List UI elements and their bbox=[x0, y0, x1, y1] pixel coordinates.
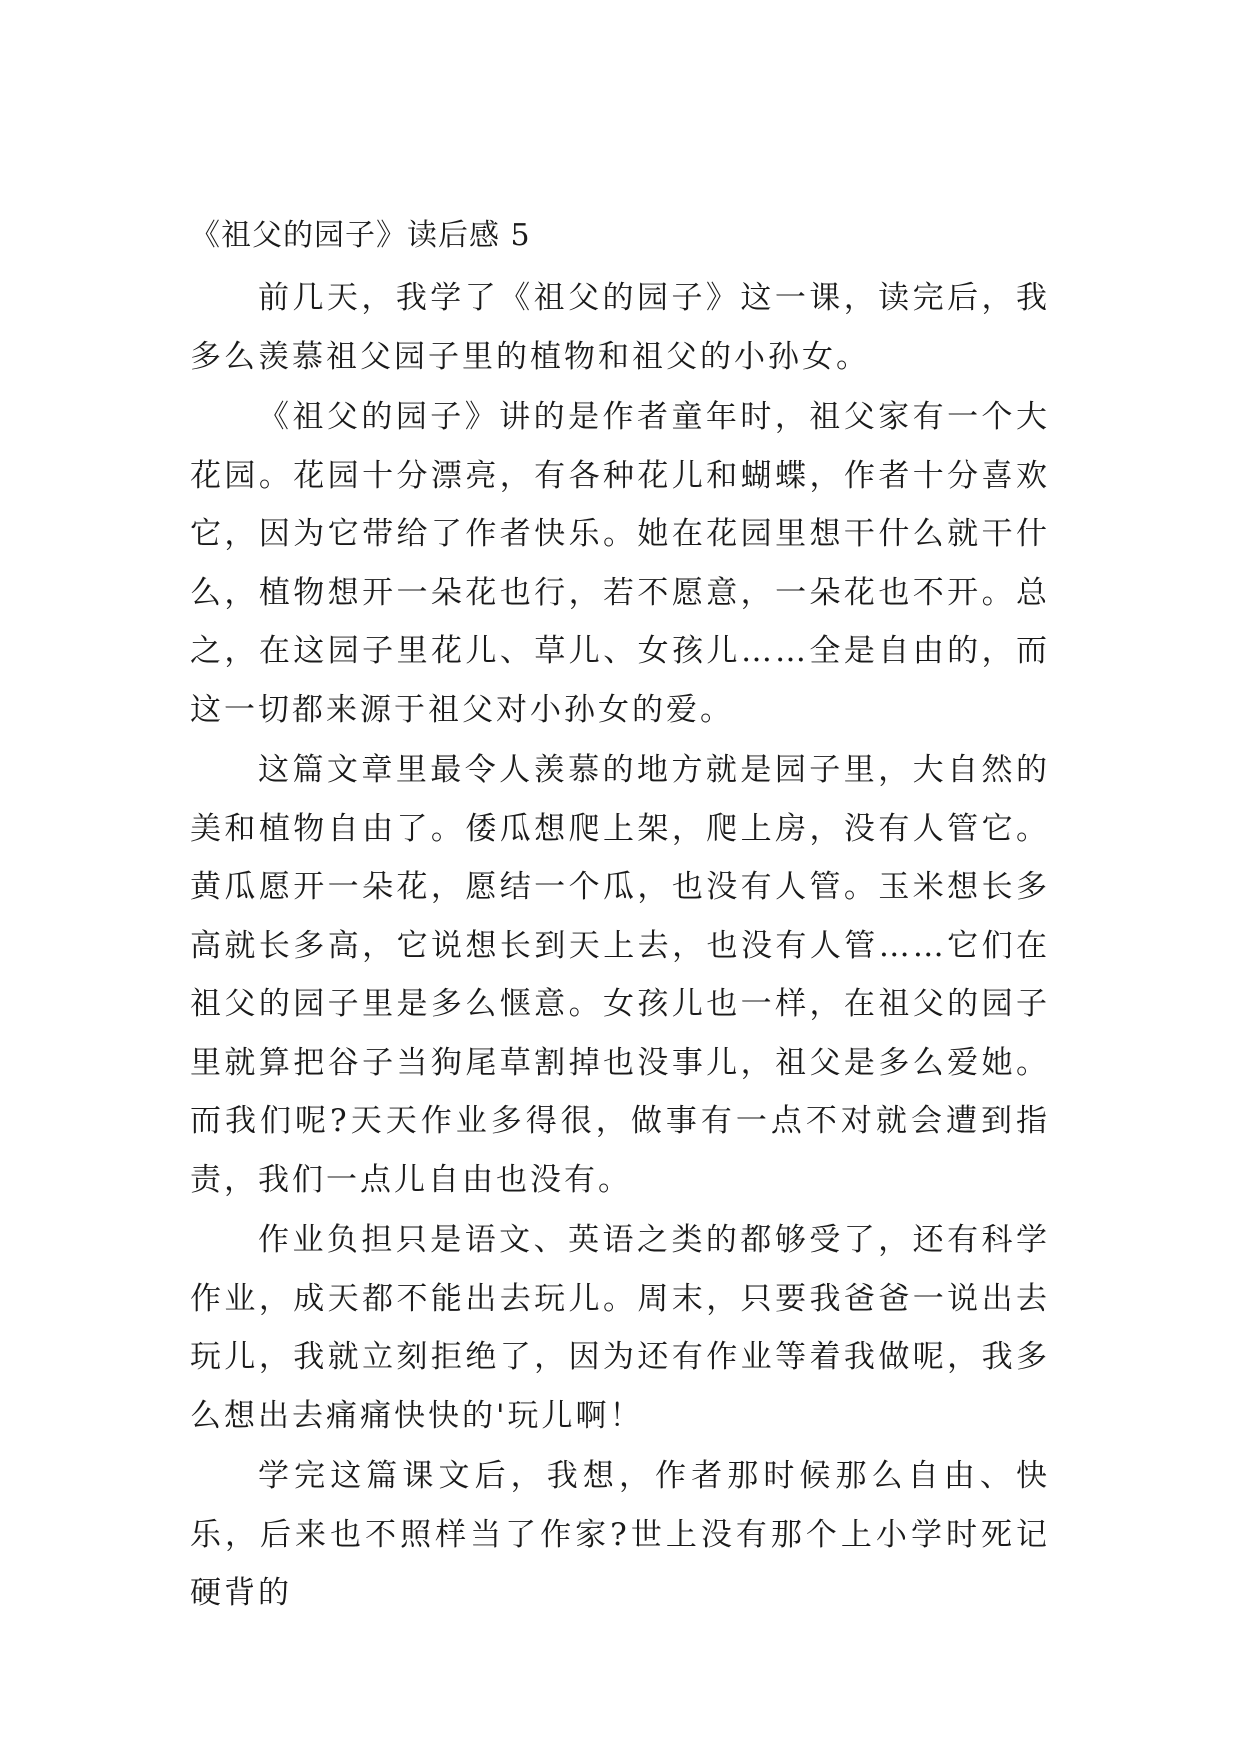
paragraph-4: 作业负担只是语文、英语之类的都够受了，还有科学作业，成天都不能出去玩儿。周末，只要我爸爸一说出去玩儿，我就立刻拒绝了，因为还有作业等着我做呢，我多么想出去痛痛快快的'玩儿啊！ bbox=[190, 1222, 1050, 1434]
paragraph-2: 《祖父的园子》讲的是作者童年时，祖父家有一个大花园。花园十分漂亮，有各种花儿和蝴蝶，作者十分喜欢它，因为它带给了作者快乐。她在花园里想干什么就干什么，植物想开一朵花也行，若不愿意，一朵花也不开。总之，在这园子里花儿、草儿、女孩儿……全是自由的，而这一切都来源于祖父对小孙女的爱。 bbox=[190, 399, 1050, 728]
paragraph-3: 这篇文章里最令人羡慕的地方就是园子里，大自然的美和植物自由了。倭瓜想爬上架，爬上房，没有人管它。黄瓜愿开一朵花，愿结一个瓜，也没有人管。玉米想长多高就长多高，它说想长到天上去，也没有人管……它们在祖父的园子里是多么惬意。女孩儿也一样，在祖父的园子里就算把谷子当狗尾草割掉也没事儿，祖父是多么爱她。而我们呢?天天作业多得很，做事有一点不对就会遭到指责，我们一点儿自由也没有。 bbox=[190, 752, 1050, 1198]
paragraph-5: 学完这篇课文后，我想，作者那时候那么自由、快乐，后来也不照样当了作家?世上没有那个上小学时死记硬背的 bbox=[190, 1458, 1050, 1611]
document-title: 《祖父的园子》读后感 5 bbox=[190, 218, 531, 253]
paragraph-1: 前几天，我学了《祖父的园子》这一课，读完后，我多么羡慕祖父园子里的植物和祖父的小孙女。 bbox=[190, 280, 1050, 375]
document-body bbox=[190, 216, 1050, 1623]
